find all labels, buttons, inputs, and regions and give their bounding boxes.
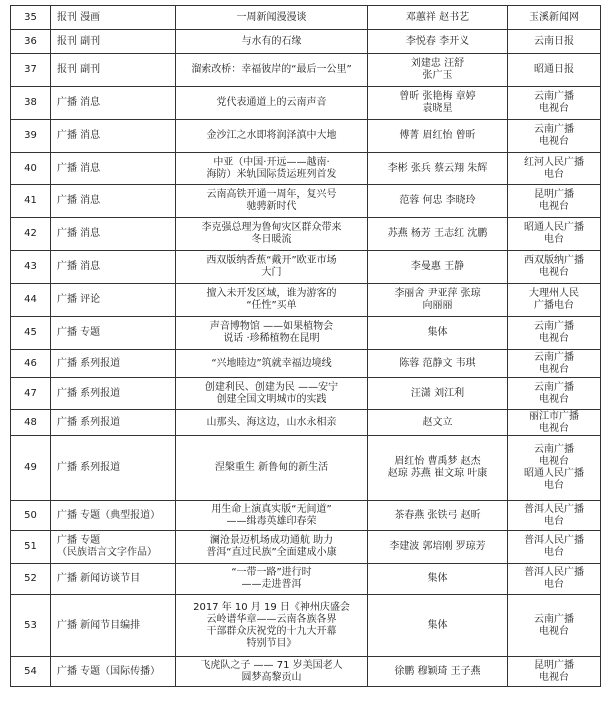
awards-table [10, 5, 601, 687]
row-unit: 昭通人民广播 电台 [508, 218, 601, 251]
row-unit: 云南广播 电视台 昭通人民广播 电台 [508, 436, 601, 501]
row-title: 西双版纳香蕉“戴开”欧亚市场 大门 [176, 251, 368, 284]
row-title: 创建利民、创建为民 ——安宁 创建全国文明城市的实践 [176, 378, 368, 410]
row-authors: 李彬 张兵 蔡云翔 朱辉 [368, 153, 508, 185]
table-row [11, 185, 601, 218]
row-number: 38 [11, 87, 51, 120]
table-row [11, 218, 601, 251]
row-authors: 茶春燕 张铁弓 赵昕 [368, 501, 508, 531]
row-category: 报刊 副刊 [51, 30, 176, 54]
row-category: 报刊 副刊 [51, 54, 176, 87]
row-number: 43 [11, 251, 51, 284]
row-authors: 傅菁 眉红怡 曾昕 [368, 120, 508, 153]
row-unit: 大理州人民 广播电台 [508, 284, 601, 317]
row-category: 广播 新闻访谈节目 [51, 564, 176, 595]
row-unit: 普洱人民广播 电台 [508, 564, 601, 595]
row-authors: 李悦春 李开义 [368, 30, 508, 54]
row-unit: 云南广播 电视台 [508, 120, 601, 153]
table-row [11, 350, 601, 378]
table-row [11, 595, 601, 657]
table-row [11, 87, 601, 120]
row-title: 2017 年 10 月 19 日《神州庆盛会 云岭谱华章——云南各族各界 干部群众庆祝党的十九大开幕 特别节目》 [176, 595, 368, 657]
row-title: 与水有的石缘 [176, 30, 368, 54]
row-number: 52 [11, 564, 51, 595]
row-unit: 云南广播 电视台 [508, 378, 601, 410]
row-number: 49 [11, 436, 51, 501]
table-row [11, 436, 601, 501]
row-authors: 李建波 郭培刚 罗琼芳 [368, 531, 508, 564]
table-row [11, 378, 601, 410]
row-number: 36 [11, 30, 51, 54]
row-category: 广播 消息 [51, 87, 176, 120]
row-authors: 刘建忠 汪舒 张广玉 [368, 54, 508, 87]
table-row [11, 284, 601, 317]
row-title: 云南高铁开通一周年，复兴号 驰骋新时代 [176, 185, 368, 218]
row-unit: 云南广播 电视台 [508, 317, 601, 350]
row-unit: 玉溪新闻网 [508, 6, 601, 30]
row-number: 46 [11, 350, 51, 378]
table-row [11, 54, 601, 87]
table-row [11, 501, 601, 531]
row-unit: 云南广播 电视台 [508, 595, 601, 657]
row-number: 41 [11, 185, 51, 218]
row-number: 45 [11, 317, 51, 350]
row-category: 广播 消息 [51, 185, 176, 218]
row-authors: 徐鹏 穆颖琦 王子燕 [368, 657, 508, 687]
row-title: 澜沧景迈机场成功通航 助力 普洱“直过民族”全面建成小康 [176, 531, 368, 564]
row-authors: 范蓉 何忠 李晓玲 [368, 185, 508, 218]
row-number: 48 [11, 410, 51, 436]
table-row [11, 564, 601, 595]
row-category: 广播 新闻节目编排 [51, 595, 176, 657]
row-authors: 集体 [368, 564, 508, 595]
table-row [11, 6, 601, 30]
row-category: 广播 专题 （民族语言文字作品） [51, 531, 176, 564]
row-category: 广播 专题 [51, 317, 176, 350]
row-title: 涅槃重生 新鲁甸的新生活 [176, 436, 368, 501]
table-row [11, 251, 601, 284]
row-authors: 集体 [368, 595, 508, 657]
row-unit: 云南广播 电视台 [508, 350, 601, 378]
row-title: 一周新闻漫漫谈 [176, 6, 368, 30]
row-category: 报刊 漫画 [51, 6, 176, 30]
row-number: 47 [11, 378, 51, 410]
row-category: 广播 系列报道 [51, 436, 176, 501]
row-unit: 昭通日报 [508, 54, 601, 87]
row-unit: 昆明广播 电视台 [508, 657, 601, 687]
row-number: 35 [11, 6, 51, 30]
row-category: 广播 消息 [51, 120, 176, 153]
row-number: 50 [11, 501, 51, 531]
table-row [11, 657, 601, 687]
row-category: 广播 系列报道 [51, 350, 176, 378]
row-title: 擅入未开发区域，谁为游客的 “任性”买单 [176, 284, 368, 317]
row-category: 广播 系列报道 [51, 410, 176, 436]
row-title: 声音博物馆 ——如果植物会 说话 ·珍稀植物在昆明 [176, 317, 368, 350]
row-authors: 李曼惠 王静 [368, 251, 508, 284]
row-number: 42 [11, 218, 51, 251]
table-row [11, 30, 601, 54]
table-row [11, 317, 601, 350]
row-category: 广播 消息 [51, 153, 176, 185]
row-title: 李克强总理为鲁甸灾区群众带来 冬日暖流 [176, 218, 368, 251]
row-unit: 红河人民广播 电台 [508, 153, 601, 185]
row-number: 53 [11, 595, 51, 657]
row-unit: 西双版纳广播 电视台 [508, 251, 601, 284]
row-category: 广播 系列报道 [51, 378, 176, 410]
row-unit: 普洱人民广播 电台 [508, 501, 601, 531]
row-authors: 集体 [368, 317, 508, 350]
row-authors: 赵文立 [368, 410, 508, 436]
row-authors: 曾昕 张艳梅 章婷 袁晓星 [368, 87, 508, 120]
row-title: 金沙江之水即将润泽滇中大地 [176, 120, 368, 153]
table-row [11, 153, 601, 185]
row-unit: 云南日报 [508, 30, 601, 54]
row-category: 广播 消息 [51, 218, 176, 251]
awards-table-body [11, 6, 601, 687]
row-unit: 普洱人民广播 电台 [508, 531, 601, 564]
row-unit: 丽江市广播 电视台 [508, 410, 601, 436]
row-authors: 李丽舍 尹亚萍 张琼 向丽丽 [368, 284, 508, 317]
row-authors: 邓蕙祥 赵书艺 [368, 6, 508, 30]
row-authors: 汪潇 刘江利 [368, 378, 508, 410]
row-category: 广播 专题（典型报道） [51, 501, 176, 531]
row-number: 54 [11, 657, 51, 687]
row-authors: 苏燕 杨芳 王志红 沈鹏 [368, 218, 508, 251]
row-title: 山那头、海这边，山水永相亲 [176, 410, 368, 436]
table-row [11, 410, 601, 436]
row-title: 溜索改桥：幸福彼岸的“最后一公里” [176, 54, 368, 87]
row-unit: 昆明广播 电视台 [508, 185, 601, 218]
row-number: 37 [11, 54, 51, 87]
table-row [11, 531, 601, 564]
row-title: 党代表通道上的云南声音 [176, 87, 368, 120]
row-authors: 眉红怡 曹禹梦 赵杰 赵琼 苏燕 崔文琼 叶康 [368, 436, 508, 501]
row-title: 中亚（中国·开远——越南· 海防）米轨国际货运班列首发 [176, 153, 368, 185]
table-row [11, 120, 601, 153]
row-number: 40 [11, 153, 51, 185]
row-unit: 云南广播 电视台 [508, 87, 601, 120]
row-category: 广播 评论 [51, 284, 176, 317]
row-number: 39 [11, 120, 51, 153]
row-authors: 陈蓉 范静文 韦琪 [368, 350, 508, 378]
row-title: “一带一路”进行时 ——走进普洱 [176, 564, 368, 595]
row-title: “兴地睦边”筑就幸福边境线 [176, 350, 368, 378]
row-number: 51 [11, 531, 51, 564]
row-category: 广播 消息 [51, 251, 176, 284]
row-category: 广播 专题（国际传播） [51, 657, 176, 687]
row-title: 飞虎队之子 —— 71 岁美国老人 圆梦高黎贡山 [176, 657, 368, 687]
row-number: 44 [11, 284, 51, 317]
row-title: 用生命上演真实版“无间道” ——缉毒英雄印春荣 [176, 501, 368, 531]
